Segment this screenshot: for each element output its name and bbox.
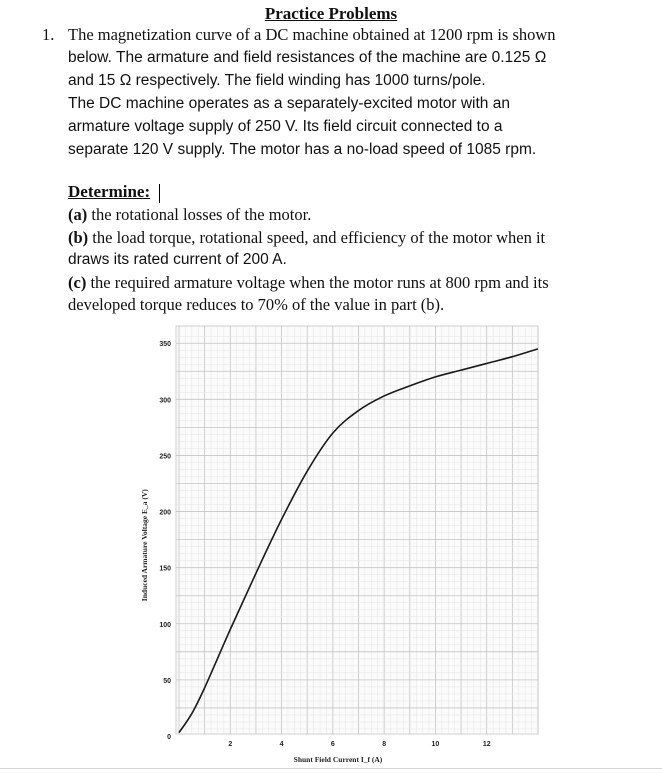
problem-line: separate 120 V supply. The motor has a no-load speed of 1085 rpm.	[68, 141, 537, 158]
text-cursor	[159, 184, 160, 203]
part-text: the load torque, rotational speed, and efficiency of the motor when it	[88, 228, 546, 247]
part-b-cont: draws its rated current of 200 A.	[68, 251, 287, 268]
part-text: the required armature voltage when the motor runs at 800 rpm and its	[86, 273, 549, 292]
page-title: Practice Problems	[264, 4, 398, 23]
problem-line: and 15 Ω respectively. The field winding has 1000 turns/pole.	[68, 72, 486, 89]
y-tick-label: 300	[159, 397, 171, 405]
x-tick-label: 8	[382, 741, 387, 748]
y-axis-label: Induced Armature Voltage E_a (V)	[140, 489, 149, 602]
determine-heading: Determine:	[68, 182, 151, 201]
problem-line: armature voltage supply of 250 V. Its field circuit connected to a	[68, 118, 503, 135]
x-tick-label: 4	[279, 741, 284, 748]
y-tick-label: 50	[163, 677, 171, 685]
part-c-cont: developed torque reduces to 70% of the value in part (b).	[68, 295, 445, 314]
y-tick-label: 150	[159, 565, 171, 573]
problem-number: 1.	[42, 25, 55, 44]
part-text: the rotational losses of the motor.	[87, 205, 312, 224]
x-tick-label: 2	[228, 741, 233, 748]
part-tag: (b)	[68, 228, 89, 247]
x-tick-label: 10	[431, 741, 440, 748]
part-tag: (a)	[68, 205, 88, 224]
problem-line: below. The armature and field resistances of the machine are 0.125 Ω	[68, 49, 547, 66]
problem-line: The DC machine operates as a separately-excited motor with an	[68, 95, 510, 112]
y-tick-label: 350	[159, 341, 171, 349]
x-axis-label: Shunt Field Current I_f (A)	[293, 755, 383, 764]
part-b	[68, 228, 545, 248]
page-divider	[0, 768, 662, 769]
y-tick-label: 0	[167, 734, 171, 741]
part-tag: (c)	[68, 273, 87, 292]
part-c	[68, 273, 549, 293]
magnetization-chart	[138, 318, 548, 766]
y-tick-label: 100	[159, 621, 171, 629]
y-tick-label: 200	[159, 509, 171, 517]
problem-line: The magnetization curve of a DC machine obtained at 1200 rpm is shown	[68, 25, 556, 44]
y-tick-label: 250	[159, 453, 171, 461]
part-a	[68, 205, 311, 225]
x-tick-label: 12	[482, 741, 491, 748]
x-tick-label: 6	[330, 741, 335, 748]
